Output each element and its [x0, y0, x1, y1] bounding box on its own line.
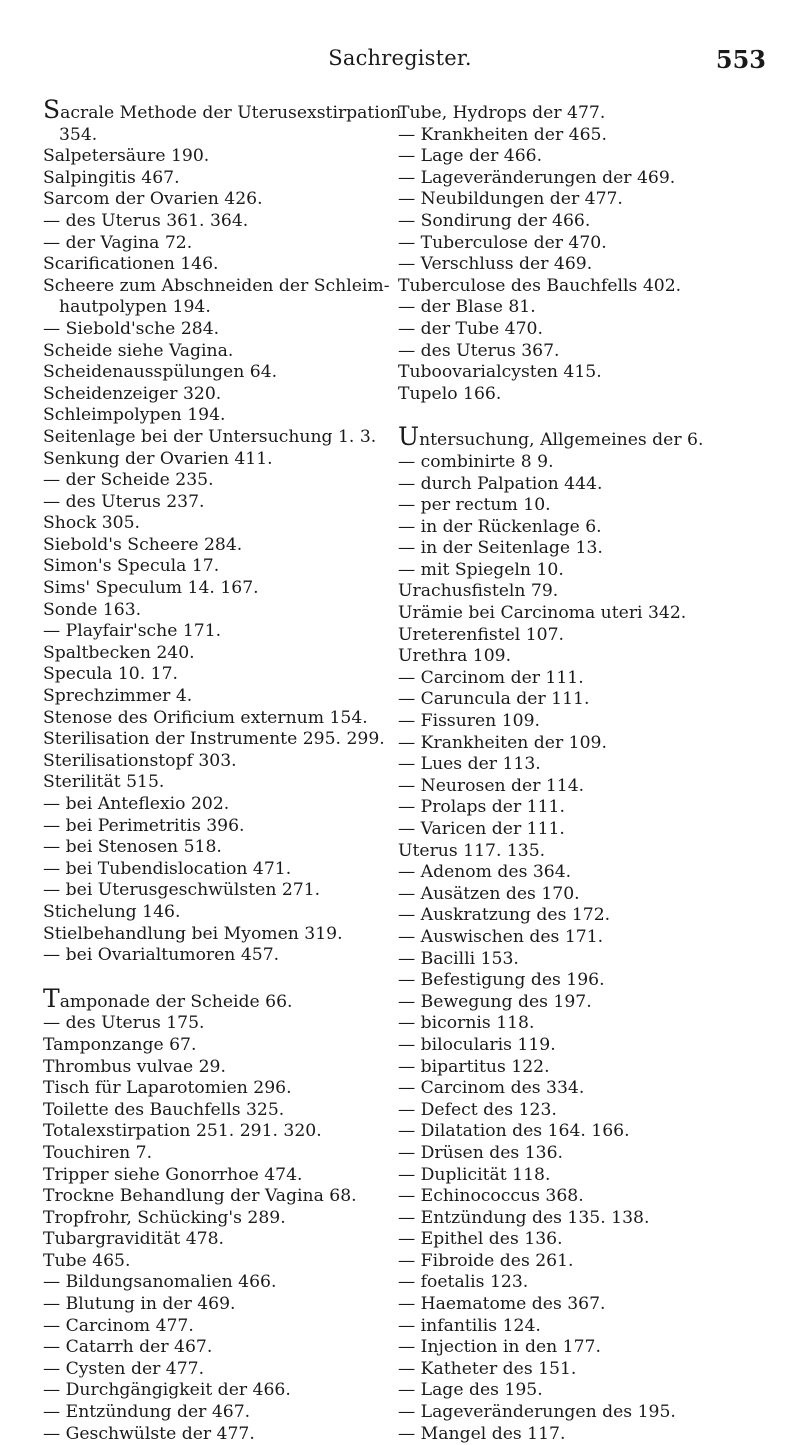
index-entry: [43, 1121, 373, 1143]
index-entry: [398, 1380, 778, 1402]
index-entry: [43, 686, 373, 708]
index-entry: [398, 103, 778, 125]
index-entry-text: Urämie bei Carcinoma uteri 342.: [398, 603, 687, 624]
index-entry: [398, 733, 778, 755]
index-entry: [398, 1035, 778, 1057]
index-entry: [398, 884, 778, 906]
index-entry-text: — Carcinom des 334.: [398, 1078, 585, 1099]
index-entry: [43, 945, 373, 967]
index-entry: [398, 1251, 778, 1273]
index-entry-text: Scarificationen 146.: [43, 254, 219, 275]
index-entry-text: — Befestigung des 196.: [398, 970, 605, 991]
index-entry: [398, 1424, 778, 1445]
index-entry-text: — Katheter des 151.: [398, 1358, 577, 1379]
index-entry: [43, 794, 373, 816]
index-entry: [398, 949, 778, 971]
index-entry: [43, 405, 373, 427]
index-entry: [398, 1078, 778, 1100]
index-entry-text: — des Uterus 237.: [43, 491, 205, 512]
index-entry: [43, 556, 373, 578]
index-entry: [398, 776, 778, 798]
index-entry: [43, 1078, 373, 1100]
index-entry: [398, 341, 778, 363]
index-entry-text: — Krankheiten der 109.: [398, 732, 607, 753]
index-entry-text: — foetalis 123.: [398, 1272, 529, 1293]
index-entry-text: Tuboovarialcysten 415.: [398, 362, 602, 383]
index-entry: [43, 1402, 373, 1424]
index-entry-text: hautpolypen 194.: [59, 297, 211, 318]
index-entry-text: — Carcinom 477.: [43, 1315, 194, 1336]
index-entry: [398, 146, 778, 168]
index-entry-text: — Entzündung des 135. 138.: [398, 1207, 650, 1228]
index-entry-text: Scheidenausspülungen 64.: [43, 362, 278, 383]
index-entry-text: — des Uterus 175.: [43, 1013, 205, 1034]
index-entry: [43, 362, 373, 384]
index-entry-text: — bei Ovarialtumoren 457.: [43, 945, 280, 966]
index-entry-text: — bicornis 118.: [398, 1013, 535, 1034]
index-entry-text: Tube 465.: [43, 1250, 131, 1271]
index-entry: [43, 426, 377, 449]
index-entry-text: Tamponzange 67.: [43, 1034, 197, 1055]
index-entry: [398, 754, 778, 776]
index-entry: [43, 189, 373, 211]
index-entry-text: — Dilatation des 164. 166.: [398, 1121, 630, 1142]
index-entry: [398, 233, 778, 255]
page-title: Sachregister.: [328, 46, 472, 70]
index-entry-text: Sterilisation der Instrumente 295. 299.: [43, 729, 385, 750]
index-entry: [43, 621, 373, 643]
index-entry-text: — der Tube 470.: [398, 318, 543, 339]
index-entry-text: — Lues der 113.: [398, 754, 541, 775]
index-entry: [398, 1208, 778, 1230]
index-entry: [43, 1143, 373, 1165]
index-entry: [43, 275, 390, 298]
index-entry-text: — Bacilli 153.: [398, 948, 519, 969]
index-entry-text: Scheide siehe Vagina.: [43, 340, 234, 361]
index-entry: [43, 1380, 373, 1402]
index-entry-text: — der Vagina 72.: [43, 232, 193, 253]
index-entry-text: — Echinococcus 368.: [398, 1186, 584, 1207]
index-entry-text: — bei Perimetritis 396.: [43, 815, 245, 836]
index-entry-text: — Prolaps der 111.: [398, 797, 565, 818]
index-entry-text: — Durchgängigkeit der 466.: [43, 1380, 291, 1401]
index-entry-text: — bei Stenosen 518.: [43, 837, 222, 858]
index-entry: [43, 1251, 373, 1273]
index-entry-text: Tropfrohr, Schücking's 289.: [43, 1207, 286, 1228]
page-header: [0, 46, 800, 76]
index-entry-text: — Caruncula der 111.: [398, 689, 590, 710]
index-entry: [43, 384, 373, 406]
index-entry-text: Totalexstirpation 251. 291. 320.: [43, 1121, 322, 1142]
index-entry-text: — Neurosen der 114.: [398, 775, 585, 796]
index-entry-text: — Lage der 466.: [398, 146, 543, 167]
index-entry-text: — in der Seitenlage 13.: [398, 538, 603, 559]
index-entry-text: Ureterenfistel 107.: [398, 624, 565, 645]
index-entry: [398, 841, 778, 863]
index-entry: [43, 1208, 373, 1230]
index-entry: [43, 1057, 373, 1079]
index-entry-text: Specula 10. 17.: [43, 664, 178, 685]
index-entry: [398, 211, 778, 233]
index-entry-text: — Haematome des 367.: [398, 1294, 606, 1315]
index-entry-text: — bipartitus 122.: [398, 1056, 550, 1077]
index-entry-text: Sonde 163.: [43, 599, 142, 620]
index-entry: [398, 1316, 778, 1338]
index-entry-text: — Ausätzen des 170.: [398, 883, 580, 904]
index-entry-text: Simon's Specula 17.: [43, 556, 220, 577]
index-entry-text: — mit Spiegeln 10.: [398, 559, 564, 580]
index-entry: [398, 668, 778, 690]
index-entry: [43, 1424, 373, 1445]
index-entry: [43, 1316, 373, 1338]
index-entry-text: — infantilis 124.: [398, 1315, 541, 1336]
index-entry-text: Sarcom der Ovarien 426.: [43, 189, 263, 210]
index-entry-text: — Mangel des 117.: [398, 1423, 566, 1444]
index-entry: [398, 1402, 778, 1424]
index-entry: [398, 319, 778, 341]
section-initial: U: [398, 422, 420, 452]
index-entry: [398, 1337, 778, 1359]
index-entry: [43, 578, 373, 600]
index-entry: [43, 1359, 373, 1381]
page-number: 553: [715, 45, 766, 74]
index-entry: [398, 862, 778, 884]
index-entry: [43, 1229, 373, 1251]
index-entry: [43, 1186, 373, 1208]
index-entry: [43, 168, 373, 190]
index-entry-text: — durch Palpation 444.: [398, 473, 603, 494]
index-entry: [398, 474, 778, 496]
index-entry-text: — Carcinom der 111.: [398, 667, 584, 688]
index-entry: [43, 643, 373, 665]
index-entry-text: Stenose des Orificium externum 154.: [43, 707, 368, 728]
section-gap: [398, 405, 778, 430]
index-entry: [398, 452, 778, 474]
index-entry-text: — Lageveränderungen der 469.: [398, 167, 676, 188]
index-entry-text: — Blutung in der 469.: [43, 1294, 236, 1315]
index-entry-text: — Playfair'sche 171.: [43, 621, 222, 642]
index-entry: [43, 233, 373, 255]
index-entry-text: Siebold's Scheere 284.: [43, 534, 243, 555]
index-entry: [398, 603, 778, 625]
index-entry-continuation: [43, 297, 373, 319]
index-entry: [398, 276, 778, 298]
index-entry-text: — combinirte 8 9.: [398, 451, 554, 472]
section-initial: T: [43, 983, 60, 1013]
index-entry: [398, 422, 778, 452]
index-entry-text: — Lageveränderungen des 195.: [398, 1402, 676, 1423]
index-entry-text: — Adenom des 364.: [398, 862, 572, 883]
index-entry-text: — Bewegung des 197.: [398, 991, 592, 1012]
index-entry: [43, 449, 373, 471]
index-entry: [43, 751, 373, 773]
index-entry: [43, 1035, 373, 1057]
index-entry-text: — Siebold'sche 284.: [43, 318, 220, 339]
index-entry-text: acrale Methode der Uterusexstirpation: [60, 103, 402, 123]
index-entry: [398, 254, 778, 276]
index-entry-text: — Tuberculose der 470.: [398, 232, 607, 253]
index-entry-text: Tupelo 166.: [398, 383, 502, 404]
index-entry: [43, 1294, 373, 1316]
index-entry-text: — Verschluss der 469.: [398, 254, 593, 275]
index-entry-text: Tripper siehe Gonorrhoe 474.: [43, 1164, 303, 1185]
index-entry-text: — Auskratzung des 172.: [398, 905, 611, 926]
index-entry-text: — bei Tubendislocation 471.: [43, 858, 292, 879]
index-entry: [43, 664, 373, 686]
index-entry: [398, 625, 778, 647]
index-entry-text: Toilette des Bauchfells 325.: [43, 1099, 285, 1120]
index-entry-text: Sterilität 515.: [43, 772, 165, 793]
index-entry-text: Urachusfisteln 79.: [398, 581, 559, 602]
index-entry-text: Sterilisationstopf 303.: [43, 750, 237, 771]
index-entry: [43, 341, 373, 363]
index-entry: [398, 970, 778, 992]
index-entry: [43, 708, 373, 730]
index-entry-text: Touchiren 7.: [43, 1142, 153, 1163]
index-entry-text: ntersuchung, Allgemeines der 6.: [419, 430, 704, 451]
index-entry-text: Scheidenzeiger 320.: [43, 383, 222, 404]
index-entry: [398, 797, 778, 819]
index-entry-text: Senkung der Ovarien 411.: [43, 448, 273, 469]
index-entry: [398, 1057, 778, 1079]
index-entry-text: — des Uterus 367.: [398, 340, 560, 361]
index-entry: [43, 211, 373, 233]
index-entry: [43, 535, 373, 557]
index-entry: [43, 600, 373, 622]
index-entry: [43, 95, 402, 125]
index-entry: [43, 492, 373, 514]
index-entry: [43, 470, 373, 492]
index-entry: [398, 168, 778, 190]
index-entry: [43, 772, 373, 794]
index-entry: [43, 837, 373, 859]
section-gap: [43, 967, 373, 992]
index-entry: [43, 146, 373, 168]
index-entry: [43, 254, 373, 276]
index-entry: [398, 711, 778, 733]
index-entry: [398, 581, 778, 603]
section-initial: S: [43, 95, 61, 124]
index-entry: [398, 189, 778, 211]
index-entry-text: Stichelung 146.: [43, 901, 181, 922]
index-entry-text: — in der Rückenlage 6.: [398, 516, 602, 537]
index-entry-text: Salpingitis 467.: [43, 167, 180, 188]
index-entry: [398, 517, 778, 539]
index-entry: [43, 983, 373, 1014]
index-entry: [398, 1100, 778, 1122]
index-entry: [398, 689, 778, 711]
index-entry: [43, 513, 373, 535]
index-entry-text: — bilocularis 119.: [398, 1034, 556, 1055]
index-entry: [398, 1121, 778, 1143]
index-entry-text: — Lage des 195.: [398, 1380, 543, 1401]
index-entry-text: Sims' Speculum 14. 167.: [43, 578, 259, 599]
index-entry: [398, 905, 778, 927]
index-column-left: [43, 95, 402, 1445]
index-entry: [43, 816, 373, 838]
index-entry-text: — per rectum 10.: [398, 495, 551, 516]
index-entry-text: — Epithel des 136.: [398, 1229, 563, 1250]
index-entry: [398, 362, 778, 384]
index-entry: [398, 538, 778, 560]
index-entry: [398, 927, 778, 949]
index-entry: [398, 560, 778, 582]
index-entry-text: — Fissuren 109.: [398, 711, 540, 732]
index-entry: [43, 1337, 373, 1359]
index-entry-text: — der Scheide 235.: [43, 470, 214, 491]
index-entry-text: Thrombus vulvae 29.: [43, 1056, 226, 1077]
index-entry: [398, 1013, 778, 1035]
index-entry-text: Tubargravidität 478.: [43, 1229, 224, 1250]
index-entry: [398, 495, 778, 517]
index-entry-text: Scheere zum Abschneiden der Schleim-: [43, 275, 390, 296]
index-entry: [43, 1272, 373, 1294]
index-entry: [398, 1294, 778, 1316]
index-column-right: [398, 103, 778, 1445]
index-entry-text: Stielbehandlung bei Myomen 319.: [43, 923, 343, 944]
index-entry: [398, 646, 778, 668]
index-entry-text: — Geschwülste der 477.: [43, 1423, 255, 1444]
index-entry: [398, 992, 778, 1014]
index-entry: [43, 1165, 373, 1187]
index-entry-text: — Catarrh der 467.: [43, 1337, 213, 1358]
index-entry-text: — Fibroide des 261.: [398, 1250, 574, 1271]
index-entry-text: Spaltbecken 240.: [43, 642, 195, 663]
index-entry: [398, 1165, 778, 1187]
index-entry-text: 354.: [59, 124, 98, 145]
index-entry-text: Salpetersäure 190.: [43, 146, 210, 167]
index-entry: [43, 880, 373, 902]
index-entry-text: — Entzündung der 467.: [43, 1402, 251, 1423]
index-entry: [43, 729, 385, 751]
index-entry-text: — Duplicität 118.: [398, 1164, 551, 1185]
index-entry-text: — Sondirung der 466.: [398, 210, 591, 231]
index-entry-text: Uterus 117. 135.: [398, 840, 546, 861]
index-entry-text: — Defect des 123.: [398, 1099, 557, 1120]
index-entry-text: — Krankheiten der 465.: [398, 124, 607, 145]
index-entry-text: — bei Uterusgeschwülsten 271.: [43, 880, 321, 901]
index-entry: [398, 1272, 778, 1294]
index-entry-text: Schleimpolypen 194.: [43, 405, 226, 426]
index-entry-text: — der Blase 81.: [398, 297, 536, 318]
index-entry-text: Urethra 109.: [398, 646, 512, 667]
index-entry-text: Tube, Hydrops der 477.: [398, 103, 606, 123]
index-entry-text: — Varicen der 111.: [398, 819, 565, 839]
index-entry-text: — Cysten der 477.: [43, 1358, 205, 1379]
index-entry: [398, 297, 778, 319]
index-entry: [398, 1229, 778, 1251]
index-entry: [398, 819, 778, 841]
index-entry-text: Trockne Behandlung der Vagina 68.: [43, 1186, 357, 1207]
index-entry: [43, 902, 373, 924]
index-entry-text: amponade der Scheide 66.: [59, 991, 293, 1012]
index-entry-text: — bei Anteflexio 202.: [43, 794, 230, 814]
index-entry-text: — Injection in den 177.: [398, 1337, 601, 1358]
index-entry-text: — des Uterus 361. 364.: [43, 210, 249, 231]
index-entry-text: — Auswischen des 171.: [398, 926, 604, 947]
index-entry-text: Tuberculose des Bauchfells 402.: [398, 275, 682, 296]
index-entry: [398, 125, 778, 147]
index-entry-text: Sprechzimmer 4.: [43, 686, 193, 707]
index-entry: [398, 1143, 778, 1165]
index-entry-continuation: [43, 125, 373, 147]
index-entry: [43, 1013, 373, 1035]
index-entry-text: Shock 305.: [43, 513, 140, 534]
index-entry-text: — Neubildungen der 477.: [398, 189, 623, 210]
index-entry-text: Seitenlage bei der Untersuchung 1. 3.: [43, 426, 377, 447]
index-entry: [43, 859, 373, 881]
index-entry: [398, 1359, 778, 1381]
index-entry-text: — Bildungsanomalien 466.: [43, 1272, 277, 1293]
index-entry: [398, 1186, 778, 1208]
index-entry-text: — Drüsen des 136.: [398, 1142, 563, 1163]
index-entry: [43, 319, 373, 341]
index-entry-text: Tisch für Laparotomien 296.: [43, 1078, 292, 1099]
index-entry: [43, 924, 373, 946]
index-entry: [398, 384, 778, 406]
index-entry: [43, 1100, 373, 1122]
